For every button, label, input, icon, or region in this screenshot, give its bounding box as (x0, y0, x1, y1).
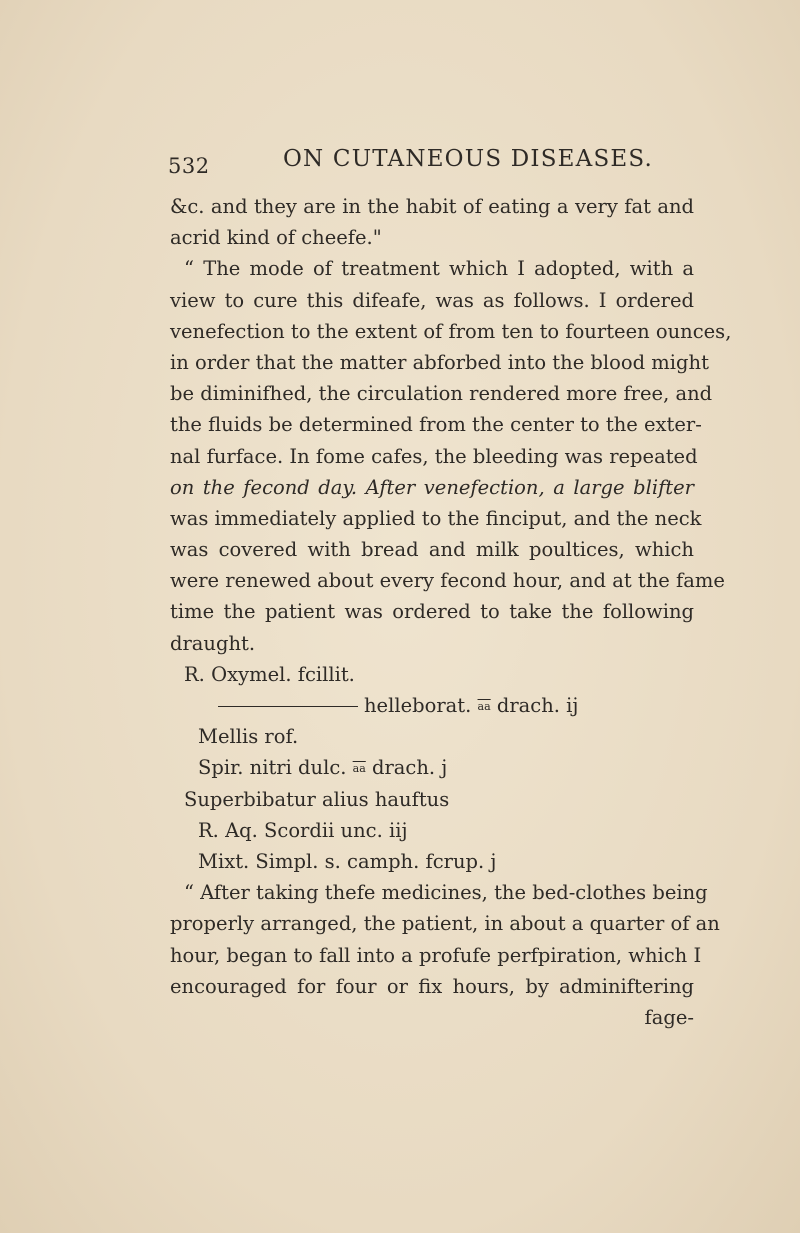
text-line: properly arranged, the patient, in about a quarter of an (170, 912, 720, 936)
recipe-line (170, 752, 694, 783)
text-line: was covered with bread and milk poultices, which (170, 538, 694, 562)
italic-phrase: After venefection, a large blifter (357, 475, 694, 499)
recipe-line (170, 690, 694, 721)
text-line: in order that the matter abforbed into the blood might (170, 350, 709, 374)
italic-phrase: on the fecond day. (170, 475, 358, 499)
recipe-ingredient: Spir. nitri dulc. (198, 756, 347, 780)
text-line: was immediately applied to the finciput, and the neck (170, 506, 702, 530)
recipe-line: R. Oxymel. fcillit. (184, 662, 355, 686)
text-line: draught. (170, 631, 256, 655)
recipe-dose: drach. ij (496, 694, 579, 717)
text-line: &c. and they are in the habit of eating a very fat and (170, 195, 694, 218)
text-line: “ The mode of treatment which I adopted, with a (184, 257, 694, 281)
recipe-ingredient: helleborat. (364, 694, 472, 717)
text-line: were renewed about every fecond hour, and at the fame (170, 569, 725, 593)
recipe-line: Mixt. Simpl. s. camph. fcrup. j (198, 849, 497, 873)
text-line: hour, began to fall into a profufe perfpiration, which I (170, 943, 702, 967)
running-title: ON CUTANEOUS DISEASES. (283, 146, 654, 172)
text-line: acrid kind of cheefe." (170, 226, 382, 250)
ana-symbol: $\overline{aa}$ (477, 700, 491, 713)
recipe-line: R. Aq. Scordii unc. iij (198, 818, 408, 842)
text-line: time the patient was ordered to take the following (170, 600, 694, 624)
text-line: be diminifhed, the circulation rendered more free, and (170, 382, 713, 406)
catchword: fage- (644, 1005, 694, 1029)
recipe-line: Mellis rof. (198, 725, 299, 749)
ditto-dash (218, 706, 358, 707)
text-line: encouraged for four or fix hours, by adminiftering (170, 974, 694, 998)
text-line: view to cure this difeafe, was as follows. I ordered (170, 288, 694, 312)
text-line: nal furface. In fome cafes, the bleeding was repeated (170, 444, 698, 468)
page-number: 532 (168, 154, 210, 178)
text-line: “ After taking thefe medicines, the bed-clothes being (184, 881, 708, 905)
body-text (170, 191, 732, 1033)
text-line: venefection to the extent of from ten to fourteen ounces, (170, 319, 732, 343)
text-line: the fluids be determined from the center to the exter- (170, 413, 702, 437)
text-line (170, 472, 694, 503)
ana-symbol: $\overline{aa}$ (352, 762, 366, 776)
recipe-line: Superbibatur alius hauftus (184, 787, 450, 811)
running-header (0, 146, 800, 180)
recipe-dose: drach. j (371, 756, 448, 780)
